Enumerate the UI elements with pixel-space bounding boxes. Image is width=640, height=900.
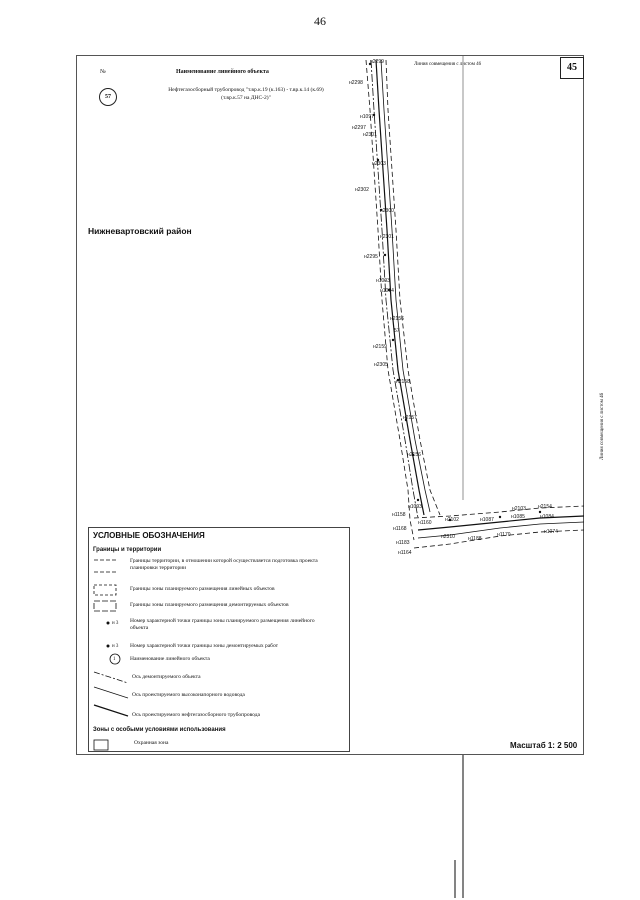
legend-item-demolition-point: Номер характерной точки границы зоны демонтируемых работ	[130, 643, 279, 649]
legend-symbol-zone-demolition	[94, 601, 116, 611]
water-line-axis	[381, 60, 430, 512]
legend-special-title: Зоны с особыми условиями использования	[93, 727, 226, 733]
point-label: н2103	[512, 506, 526, 512]
district-label: Нижневартовский район	[88, 226, 192, 236]
legend-item-object-name: Наименование линейного объекта	[130, 656, 210, 662]
point-label: н1093	[408, 504, 422, 510]
legend-marker-label: н 3	[112, 644, 119, 649]
legend-symbol-demolition-axis	[94, 672, 128, 683]
legend-symbols	[88, 555, 148, 725]
point-label: н2302	[355, 187, 369, 193]
point-label: н2299	[370, 59, 384, 65]
point-label: н2156	[407, 452, 421, 458]
point-label: н2301	[380, 234, 394, 240]
point-label: н1074	[544, 529, 558, 535]
legend-item-pipeline-axis: Ось проектируемого нефтегазосборного трубопровода	[132, 712, 261, 718]
point-label: н1160	[418, 520, 432, 526]
point-label: н1168	[393, 526, 407, 532]
legend-item-zone-demolition: Границы зоны планируемого размещения демонтируемых объектов	[130, 602, 289, 608]
legend-item-zone-linear: Границы зоны планируемого размещения линейных объектов	[130, 586, 275, 592]
point-label: н2297	[352, 125, 366, 131]
point-label: н1094	[380, 288, 394, 294]
scale-label: Масштаб 1: 2 500	[510, 741, 578, 750]
pipeline-branch-east	[414, 506, 584, 548]
point-label: н2154	[538, 504, 552, 510]
point-label: н2300	[380, 208, 394, 214]
legend-item-demolition-axis: Ось демонтируемого объекта	[132, 674, 201, 680]
legend-symbol-water-axis	[94, 687, 128, 698]
point-label: н2298	[349, 80, 363, 86]
point-label: н2102	[445, 517, 459, 523]
point-label: н2303	[372, 161, 386, 167]
legend-object-marker-label: 1	[113, 657, 116, 662]
legend-symbol-protection-zone	[92, 738, 122, 752]
point-label: 57	[394, 328, 400, 334]
point-label: н2158	[396, 379, 410, 385]
legend-item-water-axis: Ось проектируемого высоконапорного водовода	[132, 692, 245, 698]
point-label: н2305	[374, 362, 388, 368]
header-number-column: №	[100, 69, 106, 75]
legend-symbol-pipeline-axis	[94, 705, 128, 716]
legend-item-protection-zone: Охранная зона	[134, 740, 169, 746]
page-number: 46	[314, 14, 326, 28]
point-label: н1183	[396, 540, 410, 546]
legend-item-territory: Границы территории, в отношении которой осуществляется подготовка проекта планировки территории	[130, 558, 318, 571]
branch-boundary-upper	[414, 506, 584, 518]
legend-symbol-demolition-point-marker	[107, 645, 110, 648]
legend-item-point: Номер характерной точки границы зоны планируемого размещения линейного объекта	[130, 618, 315, 631]
point-label: н1158	[392, 512, 406, 518]
object-description-line2: (т.вр.к.57 на ДНС-2)"	[221, 95, 271, 101]
legend-section-title: Границы и территории	[93, 547, 162, 553]
match-line-label: Линия совмещения с листом 46	[414, 62, 482, 67]
legend-title: УСЛОВНЫЕ ОБОЗНАЧЕНИЯ	[93, 531, 205, 540]
point-label: н1170	[497, 532, 511, 538]
point-label: н2310	[441, 534, 455, 540]
point-markers	[369, 63, 541, 521]
header-name-column: Наименование линейного объекта	[176, 69, 269, 75]
point-label: н2157	[403, 415, 417, 421]
point-label: н2159	[373, 344, 387, 350]
legend-symbol-territory	[94, 560, 118, 572]
point-label: н1164	[398, 550, 412, 556]
point-label: н2301	[363, 132, 377, 138]
point-label: н1093	[376, 278, 390, 284]
legend-symbol-zone-linear	[94, 585, 116, 595]
object-number-marker: 57	[99, 88, 117, 106]
point-label: н2295	[364, 254, 378, 260]
demolition-axis	[371, 60, 418, 518]
zone-boundary-right	[386, 60, 440, 515]
match-line-label-rotated: Линия совмещения с листом 46	[600, 392, 605, 460]
legend-symbol-point-marker	[107, 622, 110, 625]
sheet-number-badge: 45	[560, 57, 584, 79]
legend-marker-label: н 3	[112, 621, 119, 626]
point-label: н1097	[360, 114, 374, 120]
point-label: н1084	[540, 514, 554, 520]
point-label: н1085	[511, 514, 525, 520]
point-label: н1087	[480, 517, 494, 523]
point-label: н2156	[390, 316, 404, 322]
pipeline-corridor	[366, 60, 440, 540]
point-label: н1188	[468, 536, 482, 542]
object-description-line1: Нефтегазосборный трубопровод "т.вр.к.19 (к.163) - т.вр.к.14 (к.69)	[168, 87, 324, 93]
